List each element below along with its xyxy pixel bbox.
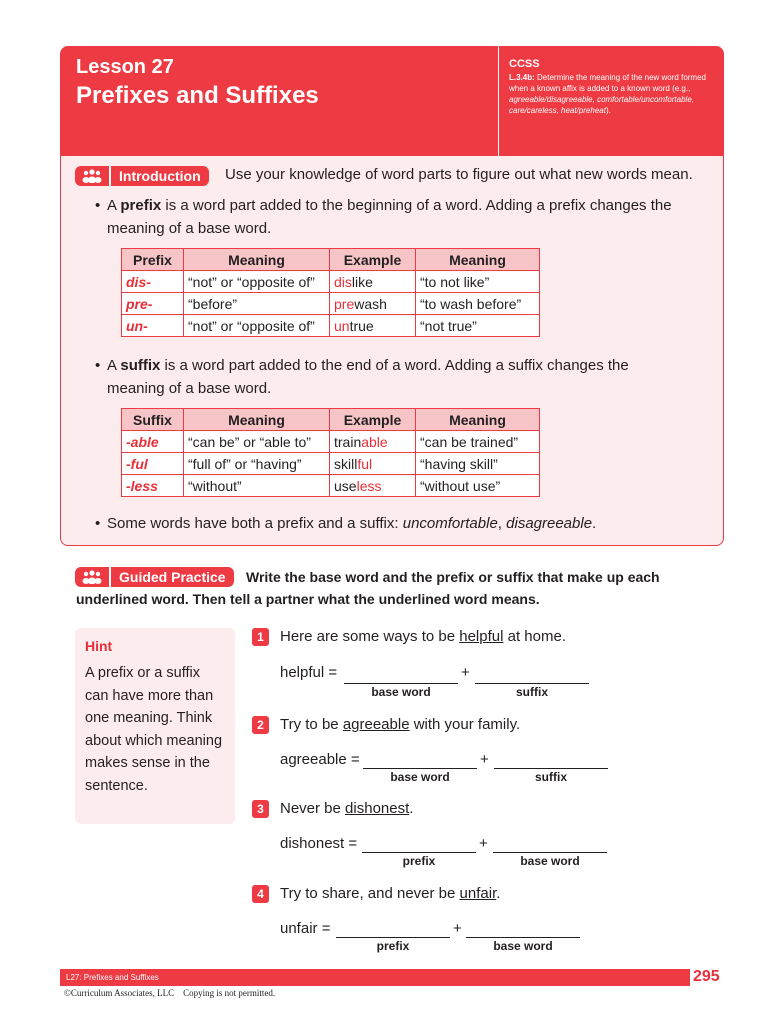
lesson-title: Prefixes and Suffixes xyxy=(76,82,319,109)
prefix-table-header: Meaning xyxy=(184,249,330,271)
suffix-table-header: Meaning xyxy=(184,409,330,431)
ccss-title: CCSS xyxy=(509,58,540,70)
table-row: un- “not” or “opposite of” untrue “not true” xyxy=(122,315,540,337)
ccss-end: ). xyxy=(605,106,611,115)
hint-box xyxy=(75,628,235,824)
lesson-header xyxy=(60,46,724,156)
suffix-table-header: Example xyxy=(330,409,416,431)
equation-label: dishonest = xyxy=(280,835,358,852)
question-text: Try to share, and never be unfair. xyxy=(280,885,501,902)
guided-practice-label-text: Guided Practice xyxy=(119,569,226,585)
prefix-term: prefix xyxy=(120,197,162,214)
suffix-term: suffix xyxy=(120,357,161,374)
ccss-standard xyxy=(498,46,724,156)
lesson-number: Lesson 27 xyxy=(76,56,174,78)
both-affixes-note: • Some words have both a prefix and a suffix: uncomfortable, disagreeable. xyxy=(95,515,597,532)
question-number: 4 xyxy=(252,885,269,903)
answer-blank-suffix[interactable]: suffix xyxy=(475,683,589,699)
answer-blank-prefix[interactable]: prefix xyxy=(336,937,450,953)
underlined-word: agreeable xyxy=(342,716,410,733)
prefix-table-header: Example xyxy=(330,249,416,271)
question-number: 2 xyxy=(252,716,269,734)
question-number: 3 xyxy=(252,800,269,818)
prefix-definition: • A prefix is a word part added to the beginning of a word. Adding a prefix changes the meaning of a base word. xyxy=(95,197,672,237)
underlined-word: dishonest xyxy=(345,800,410,817)
question-4 xyxy=(252,885,712,965)
question-1 xyxy=(252,628,712,708)
ccss-code: L.3.4b: xyxy=(509,73,535,82)
suffix-table-header: Meaning xyxy=(416,409,540,431)
group-icon xyxy=(75,166,111,186)
question-text: Here are some ways to be helpful at home. xyxy=(280,628,566,645)
guided-practice-instructions: Write the base word and the prefix or suffix that make up each underlined word. Then tell a partner what the underlined word means. xyxy=(76,569,660,607)
answer-blank-base-word[interactable]: base word xyxy=(344,683,458,699)
suffix-definition: • A suffix is a word part added to the end of a word. Adding a suffix changes the meaning of a base word. xyxy=(95,357,629,397)
question-text: Never be dishonest. xyxy=(280,800,414,817)
example-word: disagreeable xyxy=(506,515,593,532)
table-row: pre- “before” prewash “to wash before” xyxy=(122,293,540,315)
prefix-table-header: Prefix xyxy=(122,249,184,271)
answer-blank-base-word[interactable]: base word xyxy=(493,852,607,868)
suffix-table-header: Suffix xyxy=(122,409,184,431)
answer-blank-prefix[interactable]: prefix xyxy=(362,852,476,868)
table-row: -able “can be” or “able to” trainable “can be trained” xyxy=(122,431,540,453)
equation-label: agreeable = xyxy=(280,751,360,768)
hint-title: Hint xyxy=(85,638,113,654)
prefix-table xyxy=(121,248,540,337)
question-number: 1 xyxy=(252,628,269,646)
copyright-notice: ©Curriculum Associates, LLC Copying is not permitted. xyxy=(64,988,276,998)
answer-blank-base-word[interactable]: base word xyxy=(363,768,477,784)
plus-sign: + xyxy=(453,920,462,937)
introduction-section xyxy=(60,156,724,546)
question-3 xyxy=(252,800,712,880)
prefix-table-header: Meaning xyxy=(416,249,540,271)
ccss-text xyxy=(509,72,714,116)
ccss-description: Determine the meaning of the new word formed when a known affix is added to a known word (e.g., xyxy=(509,73,706,93)
ccss-examples: agreeable/disagreeable, comfortable/uncomfortable, care/careless, heat/preheat xyxy=(509,95,695,115)
plus-sign: + xyxy=(480,751,489,768)
suffix-table xyxy=(121,408,540,497)
hint-text: A prefix or a suffix can have more than one meaning. Think about which meaning makes sense in the sentence. xyxy=(85,665,223,794)
question-text: Try to be agreeable with your family. xyxy=(280,716,521,733)
underlined-word: unfair xyxy=(459,885,497,902)
introduction-label-text: Introduction xyxy=(119,168,201,184)
footer-bar: L27: Prefixes and Suffixes xyxy=(60,969,690,986)
introduction-label xyxy=(75,166,209,186)
answer-blank-suffix[interactable]: suffix xyxy=(494,768,608,784)
table-row: -ful “full of” or “having” skillful “having skill” xyxy=(122,453,540,475)
plus-sign: + xyxy=(479,835,488,852)
plus-sign: + xyxy=(461,664,470,681)
answer-blank-base-word[interactable]: base word xyxy=(466,937,580,953)
example-word: uncomfortable xyxy=(402,515,498,532)
table-row: dis- “not” or “opposite of” dislike “to not like” xyxy=(122,271,540,293)
equation-label: unfair = xyxy=(280,920,331,937)
table-row: -less “without” useless “without use” xyxy=(122,475,540,497)
introduction-description: Use your knowledge of word parts to figure out what new words mean. xyxy=(225,166,693,183)
equation-label: helpful = xyxy=(280,664,338,681)
page-number: 295 xyxy=(693,968,720,985)
underlined-word: helpful xyxy=(459,628,504,645)
question-2 xyxy=(252,716,712,796)
